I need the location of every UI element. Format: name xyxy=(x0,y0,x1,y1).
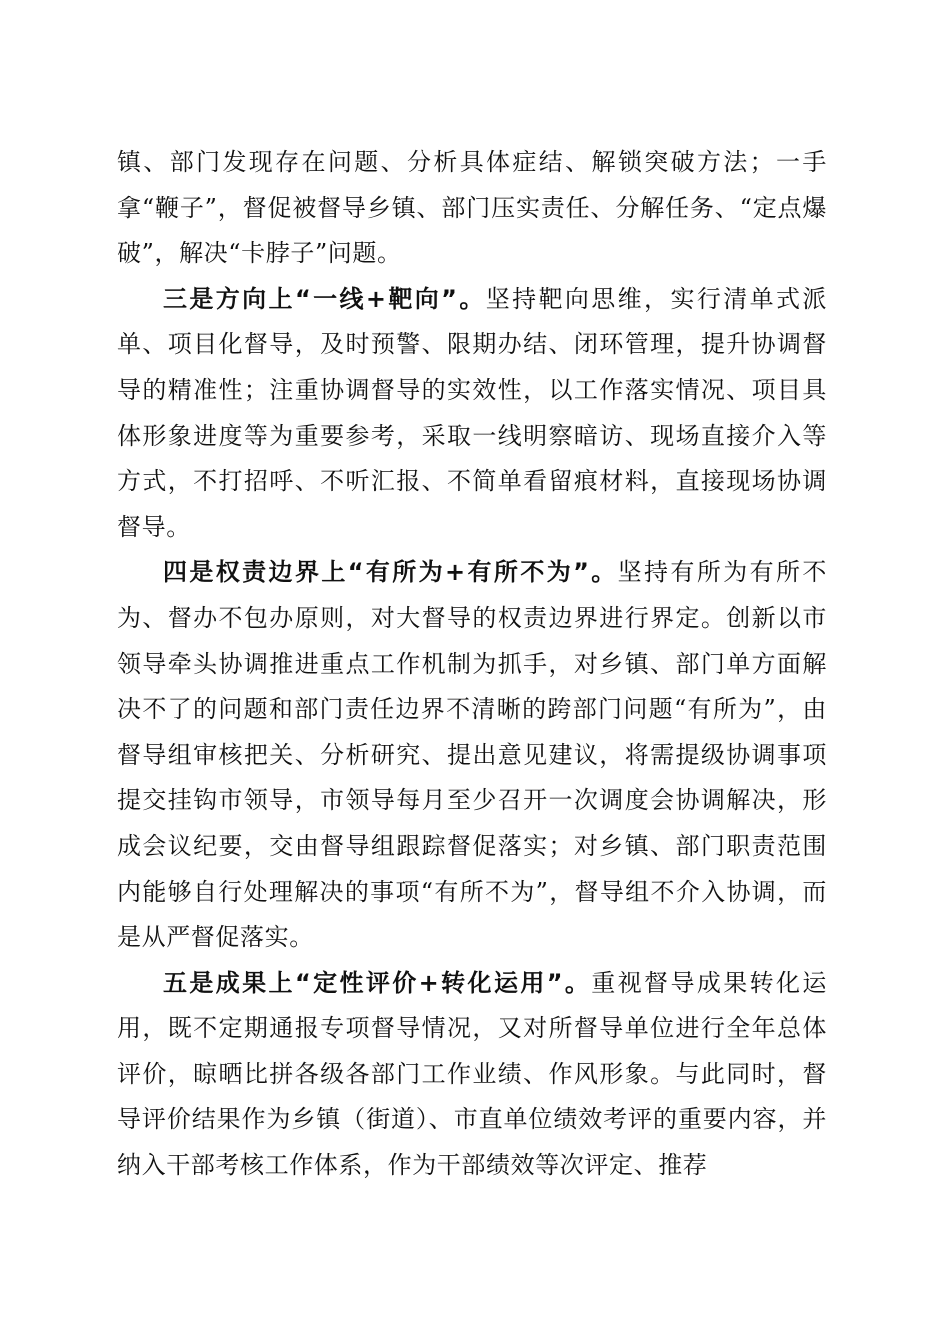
paragraph-results xyxy=(117,961,827,1189)
paragraph-continuation xyxy=(117,140,827,277)
paragraph-body: 重视督导成果转化运用，既不定期通报专项督导情况，又对所督导单位进行全年总体评价，晾晒比拼各级各部门工作业绩、作风形象。与此同时，督导评价结果作为乡镇（街道）、市直单位绩效考评的重要内容，并纳入干部考核工作体系，作为干部绩效等次评定、推荐 xyxy=(117,968,827,1180)
paragraph-direction xyxy=(117,277,827,551)
paragraph-body: 坚持有所为有所不为、督办不包办原则，对大督导的权责边界进行界定。创新以市领导牵头协调推进重点工作机制为抓手，对乡镇、部门单方面解决不了的问题和部门责任边界不清晰的跨部门问题“有所为”，由督导组审核把关、分析研究、提出意见建议，将需提级协调事项提交挂钩市领导，市领导每月至少召开一次调度会协调解决，形成会议纪要，交由督导组跟踪督促落实；对乡镇、部门职责范围内能够自行处理解决的事项“有所不为”，督导组不介入协调，而是从严督促落实。 xyxy=(117,558,827,952)
paragraph-body: 坚持靶向思维，实行清单式派单、项目化督导，及时预警、限期办结、闭环管理，提升协调督导的精准性；注重协调督导的实效性，以工作落实情况、项目具体形象进度等为重要参考，采取一线明察暗访、现场直接介入等方式，不打招呼、不听汇报、不简单看留痕材料，直接现场协调督导。 xyxy=(117,284,827,541)
paragraph-body: 镇、部门发现存在问题、分析具体症结、解锁突破方法；一手拿“鞭子”，督促被督导乡镇、部门压实责任、分解任务、“定点爆破”，解决“卡脖子”问题。 xyxy=(117,148,827,268)
document-body xyxy=(117,140,827,1189)
paragraph-boundary xyxy=(117,550,827,960)
paragraph-lead: 五是成果上“定性评价+转化运用”。 xyxy=(163,968,592,997)
paragraph-lead: 四是权责边界上“有所为+有所不为”。 xyxy=(163,558,618,587)
paragraph-lead: 三是方向上“一线+靶向”。 xyxy=(163,284,486,313)
